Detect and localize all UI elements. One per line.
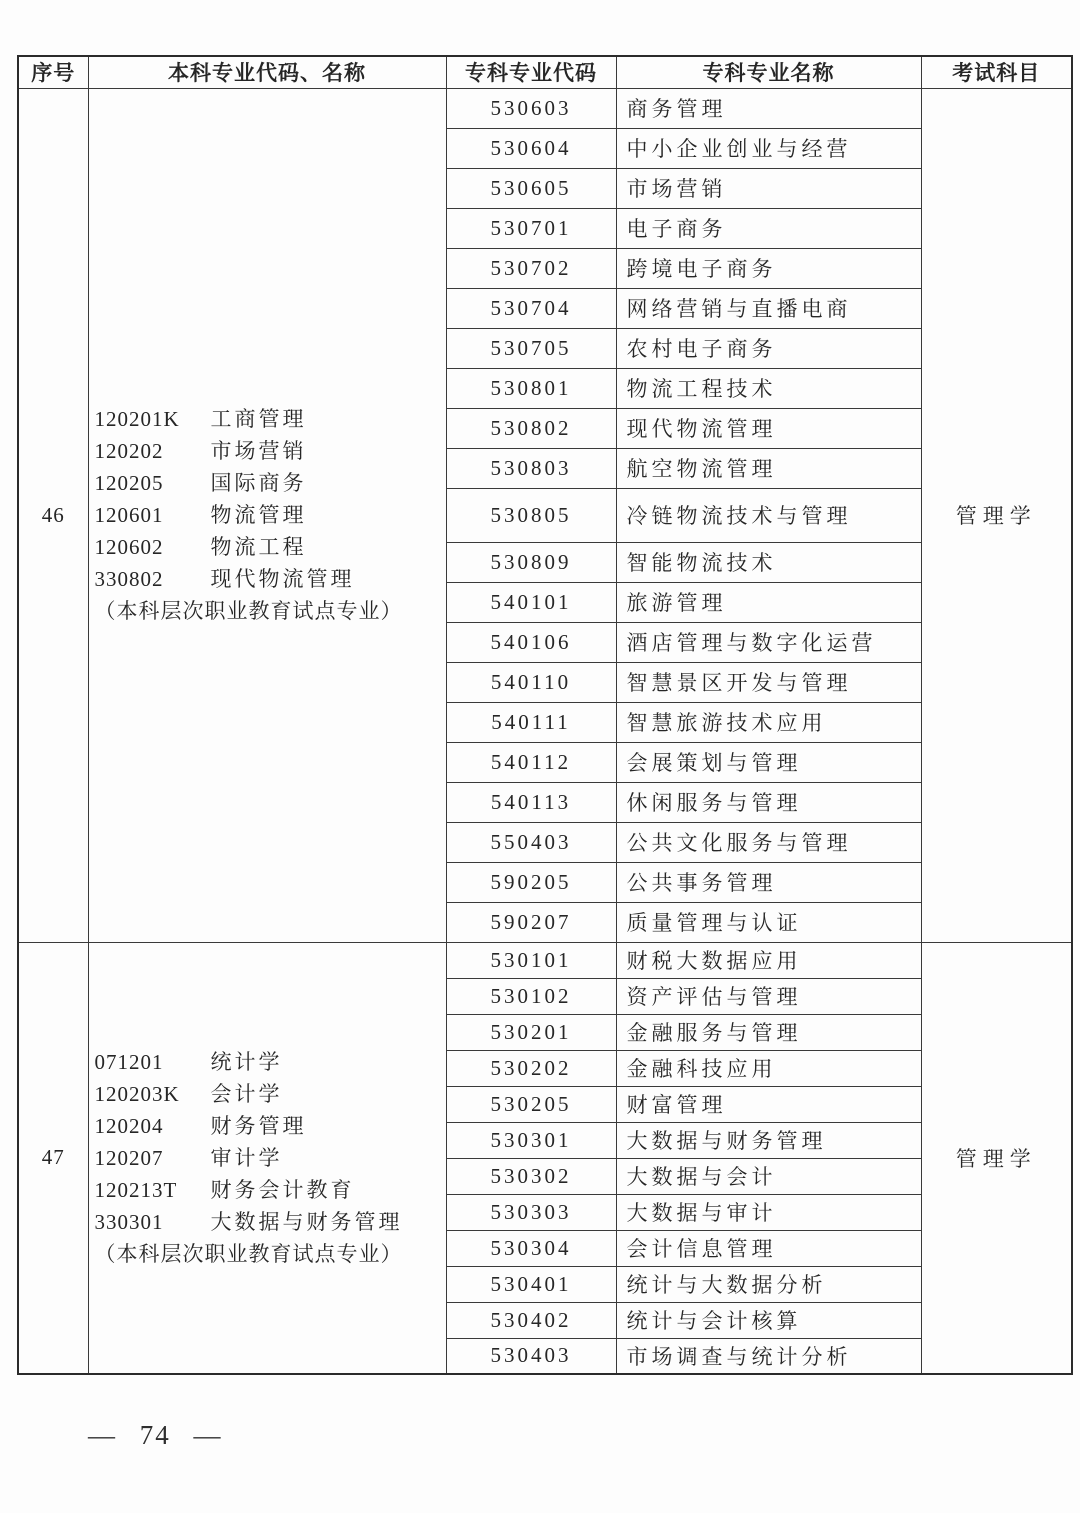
undergrad-major-code: 120207 [94,1145,164,1170]
junior-name-cell: 电子商务 [616,208,921,248]
junior-name-cell: 商务管理 [616,88,921,128]
junior-name-cell: 航空物流管理 [616,448,921,488]
junior-code-cell: 540113 [446,782,616,822]
junior-code-cell: 530702 [446,248,616,288]
undergrad-major-line [95,1046,442,1078]
junior-name-cell: 资产评估与管理 [616,978,921,1014]
junior-code-cell: 530201 [446,1014,616,1050]
majors-table [17,55,1073,1375]
junior-name-cell: 中小企业创业与经营 [616,128,921,168]
undergrad-major-name: 会计学 [210,1081,283,1106]
undergrad-major-line [95,1110,442,1142]
junior-code-cell: 530604 [446,128,616,168]
junior-name-cell: 会计信息管理 [616,1230,921,1266]
undergrad-majors-cell [88,88,446,942]
junior-name-cell: 冷链物流技术与管理 [616,488,921,542]
junior-name-cell: 财税大数据应用 [616,942,921,978]
junior-name-cell: 大数据与财务管理 [616,1122,921,1158]
undergrad-major-name: 物流管理 [210,503,307,527]
undergrad-major-line [95,1206,442,1238]
junior-name-cell: 市场营销 [616,168,921,208]
junior-code-cell: 530302 [446,1158,616,1194]
table-header [18,56,1072,88]
undergrad-major-line [95,563,442,595]
exam-subject-cell: 管理学 [921,942,1072,1374]
junior-name-cell: 统计与大数据分析 [616,1266,921,1302]
undergrad-major-line [95,1142,442,1174]
junior-code-cell: 590205 [446,862,616,902]
undergrad-major-name: 国际商务 [210,471,307,495]
header-exam-subject: 考试科目 [921,56,1072,88]
junior-name-cell: 统计与会计核算 [616,1302,921,1338]
undergrad-major-code: 330802 [94,567,164,591]
undergrad-major-code: 120601 [94,503,164,527]
undergrad-major-code: 120602 [94,535,164,559]
junior-code-cell: 530202 [446,1050,616,1086]
junior-name-cell: 智慧旅游技术应用 [616,702,921,742]
junior-code-cell: 530705 [446,328,616,368]
junior-name-cell: 金融服务与管理 [616,1014,921,1050]
junior-code-cell: 590207 [446,902,616,942]
undergrad-major-code: 120213T [94,1177,178,1202]
junior-name-cell: 大数据与会计 [616,1158,921,1194]
junior-code-cell: 530403 [446,1338,616,1374]
undergrad-major-line [95,403,442,435]
junior-code-cell: 540112 [446,742,616,782]
undergrad-major-code: 330301 [94,1209,164,1234]
junior-name-cell: 休闲服务与管理 [616,782,921,822]
undergrad-major-code: 120204 [94,1113,164,1138]
junior-name-cell: 农村电子商务 [616,328,921,368]
undergrad-major-line [95,435,442,467]
junior-code-cell: 530402 [446,1302,616,1338]
undergrad-major-line [95,1174,442,1206]
header-junior-code: 专科专业代码 [446,56,616,88]
undergrad-major-name: 大数据与财务管理 [210,1209,403,1234]
undergrad-major-name: 现代物流管理 [210,567,355,591]
undergrad-major-name: 市场营销 [210,439,307,463]
page-number: — 74 — [88,1420,223,1450]
undergrad-major-code: 120203K [94,1081,180,1106]
junior-code-cell: 530101 [446,942,616,978]
junior-code-cell: 540111 [446,702,616,742]
table-header-row [18,56,1072,88]
junior-code-cell: 530802 [446,408,616,448]
junior-name-cell: 市场调查与统计分析 [616,1338,921,1374]
junior-name-cell: 公共事务管理 [616,862,921,902]
junior-name-cell: 跨境电子商务 [616,248,921,288]
table-row [18,942,1072,978]
undergrad-major-code: 120201K [94,407,180,431]
junior-code-cell: 530102 [446,978,616,1014]
junior-code-cell: 530303 [446,1194,616,1230]
header-junior-name: 专科专业名称 [616,56,921,88]
undergrad-major-line [95,531,442,563]
undergrad-note: （本科层次职业教育试点专业） [94,599,403,623]
junior-code-cell: 540101 [446,582,616,622]
undergrad-major-code: 120205 [94,471,164,495]
junior-code-cell: 530205 [446,1086,616,1122]
undergrad-major-name: 统计学 [210,1049,283,1074]
junior-code-cell: 530401 [446,1266,616,1302]
junior-name-cell: 公共文化服务与管理 [616,822,921,862]
junior-name-cell: 大数据与审计 [616,1194,921,1230]
undergrad-majors-cell [88,942,446,1374]
undergrad-major-line [95,499,442,531]
undergrad-major-code: 120202 [94,439,164,463]
undergrad-major-name: 工商管理 [210,407,307,431]
undergrad-major-name: 物流工程 [210,535,307,559]
junior-name-cell: 物流工程技术 [616,368,921,408]
junior-code-cell: 530801 [446,368,616,408]
junior-code-cell: 530605 [446,168,616,208]
junior-code-cell: 530603 [446,88,616,128]
exam-subject-cell: 管理学 [921,88,1072,942]
junior-code-cell: 550403 [446,822,616,862]
junior-name-cell: 金融科技应用 [616,1050,921,1086]
junior-name-cell: 财富管理 [616,1086,921,1122]
undergrad-major-name: 财务管理 [210,1113,307,1138]
undergrad-major-name: 审计学 [210,1145,283,1170]
undergrad-major-code: 071201 [94,1049,164,1074]
seq-cell: 47 [18,942,88,1374]
junior-code-cell: 540106 [446,622,616,662]
junior-name-cell: 酒店管理与数字化运营 [616,622,921,662]
table-body [18,88,1072,1374]
undergrad-major-name: 财务会计教育 [210,1177,355,1202]
junior-name-cell: 现代物流管理 [616,408,921,448]
junior-name-cell: 质量管理与认证 [616,902,921,942]
junior-code-cell: 540110 [446,662,616,702]
junior-name-cell: 会展策划与管理 [616,742,921,782]
junior-name-cell: 智慧景区开发与管理 [616,662,921,702]
junior-code-cell: 530304 [446,1230,616,1266]
junior-code-cell: 530301 [446,1122,616,1158]
junior-code-cell: 530805 [446,488,616,542]
junior-name-cell: 智能物流技术 [616,542,921,582]
junior-code-cell: 530803 [446,448,616,488]
header-undergrad-code-name: 本科专业代码、名称 [88,56,446,88]
junior-code-cell: 530704 [446,288,616,328]
table-row [18,88,1072,128]
undergrad-major-line [95,1078,442,1110]
undergrad-note: （本科层次职业教育试点专业） [94,1241,403,1266]
junior-name-cell: 网络营销与直播电商 [616,288,921,328]
undergrad-major-line [95,467,442,499]
header-seq: 序号 [18,56,88,88]
junior-code-cell: 530809 [446,542,616,582]
seq-cell: 46 [18,88,88,942]
junior-name-cell: 旅游管理 [616,582,921,622]
junior-code-cell: 530701 [446,208,616,248]
